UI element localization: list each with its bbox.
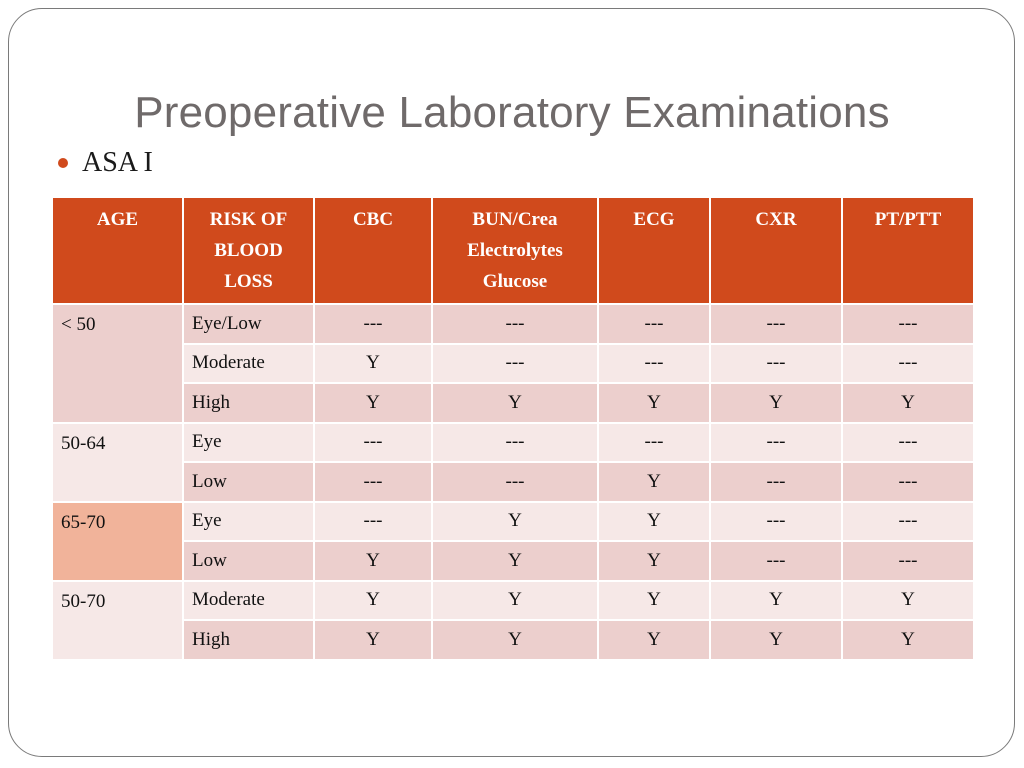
table-header-row [52,197,974,304]
pt-cell: Y [842,620,974,660]
bun-cell: Y [432,541,598,581]
ecg-cell: Y [598,383,710,423]
cbc-cell: Y [314,344,432,384]
ecg-cell: --- [598,423,710,463]
cxr-cell: Y [710,620,842,660]
cxr-cell: --- [710,541,842,581]
cbc-cell: Y [314,541,432,581]
header-age [52,197,183,304]
header-line: Electrolytes [467,240,563,261]
pt-cell: --- [842,462,974,502]
header-ecg [598,197,710,304]
bun-cell: --- [432,304,598,344]
ecg-cell: Y [598,620,710,660]
pt-cell: Y [842,383,974,423]
table-row [52,462,974,502]
cbc-cell: --- [314,304,432,344]
bun-cell: --- [432,344,598,384]
cxr-cell: --- [710,423,842,463]
ecg-cell: Y [598,541,710,581]
age-cell: 65-70 [52,502,183,581]
bullet-text: ASA I [82,147,153,178]
table-row [52,581,974,621]
risk-cell: High [183,383,314,423]
cxr-cell: --- [710,344,842,384]
bun-cell: Y [432,383,598,423]
risk-cell: Eye [183,423,314,463]
ecg-cell: Y [598,581,710,621]
header-line: CXR [755,209,797,230]
cxr-cell: Y [710,383,842,423]
header-cxr [710,197,842,304]
table-row [52,304,974,344]
table-row [52,620,974,660]
table-row [52,502,974,542]
pt-cell: Y [842,581,974,621]
header-cbc [314,197,432,304]
header-bun-crea [432,197,598,304]
pt-cell: --- [842,344,974,384]
bullet-dot-icon [58,158,68,168]
bun-cell: Y [432,620,598,660]
cbc-cell: Y [314,581,432,621]
cxr-cell: Y [710,581,842,621]
risk-cell: Moderate [183,344,314,384]
pt-cell: --- [842,423,974,463]
cbc-cell: --- [314,423,432,463]
header-line: BLOOD [214,240,283,261]
cxr-cell: --- [710,304,842,344]
risk-cell: Moderate [183,581,314,621]
risk-cell: Low [183,462,314,502]
risk-cell: Eye [183,502,314,542]
table-row [52,344,974,384]
risk-cell: High [183,620,314,660]
ecg-cell: Y [598,502,710,542]
bun-cell: --- [432,423,598,463]
header-line: BUN/Crea [472,209,558,230]
age-cell: 50-64 [52,423,183,502]
header-line: CBC [352,209,394,230]
header-line: ECG [633,209,675,230]
bullet-item [58,146,153,180]
pt-cell: --- [842,541,974,581]
slide-title: Preoperative Laboratory Examinations [134,88,890,137]
ecg-cell: --- [598,344,710,384]
header-pt-ptt [842,197,974,304]
risk-cell: Eye/Low [183,304,314,344]
age-cell: 50-70 [52,581,183,660]
table-row [52,541,974,581]
bun-cell: Y [432,581,598,621]
header-line: LOSS [224,271,273,292]
ecg-cell: --- [598,304,710,344]
header-line: PT/PTT [874,209,942,230]
cxr-cell: --- [710,462,842,502]
ecg-cell: Y [598,462,710,502]
lab-exam-table [51,196,975,661]
pt-cell: --- [842,304,974,344]
cbc-cell: --- [314,462,432,502]
cxr-cell: --- [710,502,842,542]
cbc-cell: Y [314,620,432,660]
bun-cell: --- [432,462,598,502]
header-line: RISK OF [209,209,288,230]
bun-cell: Y [432,502,598,542]
header-risk-of-blood-loss [183,197,314,304]
table-row [52,423,974,463]
table-row [52,383,974,423]
header-line: AGE [96,209,139,230]
cbc-cell: --- [314,502,432,542]
cbc-cell: Y [314,383,432,423]
risk-cell: Low [183,541,314,581]
header-line: Glucose [482,271,548,292]
age-cell: < 50 [52,304,183,423]
pt-cell: --- [842,502,974,542]
